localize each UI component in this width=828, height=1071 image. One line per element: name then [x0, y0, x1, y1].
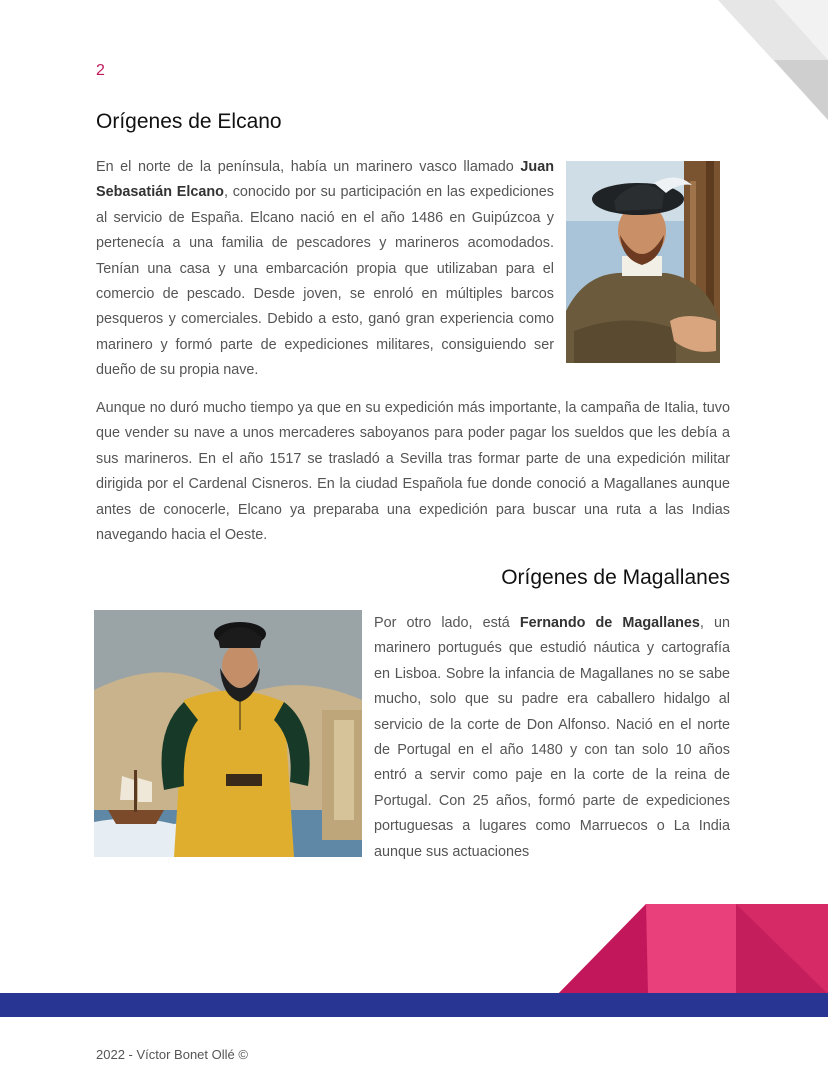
corner-decoration-top — [708, 0, 828, 120]
footer-copyright: 2022 - Víctor Bonet Ollé © — [96, 1047, 248, 1062]
portrait-elcano — [566, 161, 720, 363]
bold-name-magallanes: Fernando de Magallanes — [519, 615, 700, 631]
paragraph-elcano-1: En el norte de la península, había un marinero vasco llamado Juan Sebasatián Elcano, conocido por su participación en las expediciones al servicio de España. Elcano nació en el año 1486 en Guipúzcoa y pertenecía a una familia de pescadores y marineros acomodados. Tenían una casa y una embarcación propia que utilizaban para el comercio de pescado. Desde joven, se enroló en múltiples barcos pesqueros y comerciales. Debido a esto, ganó gran experiencia como marinero y formó parte de expediciones militares, consiguiendo ser dueño de su propia nave. — [96, 159, 555, 379]
corner-decoration-bottom — [558, 904, 828, 994]
portrait-magallanes — [94, 610, 362, 857]
page-number: 2 — [96, 62, 105, 79]
footer-band — [0, 993, 828, 1017]
paragraph-elcano-2: Aunque no duró mucho tiempo ya que en su expedición más importante, la campaña de Italia, tuvo que vender su nave a unos mercaderes saboyanos para poder pagar los sueldos que les debía a sus marineros. En el año 1517 se trasladó a Sevilla tras formar parte de una expedición militar dirigida por el Cardenal Cisneros. En la ciudad Española fue donde conoció a Magallanes aunque antes de conocerle, Elcano ya preparaba una expedición para buscar una ruta a las Indias navegando hacia el Oeste. — [96, 400, 730, 544]
bold-name-elcano: Juan Sebasatián Elcano — [96, 159, 554, 201]
section-title-magallanes: Orígenes de Magallanes — [501, 566, 730, 589]
paragraph-magallanes-1: Por otro lado, está Fernando de Magallanes, un marinero portugués que estudió náutica y cartografía en Lisboa. Sobre la infancia de Magallanes no se sabe mucho, solo que su padre era caballero hidalgo al servicio de la corte de Don Alfonso. Nació en el norte de Portugal en el año 1480 y con tan solo 10 años entró a servir como paje en la corte de la reina de Portugal. Con 25 años, formó parte de expediciones portuguesas a lugares como Marruecos o La India aunque sus actuaciones — [374, 615, 730, 860]
section-title-elcano: Orígenes de Elcano — [96, 110, 282, 133]
